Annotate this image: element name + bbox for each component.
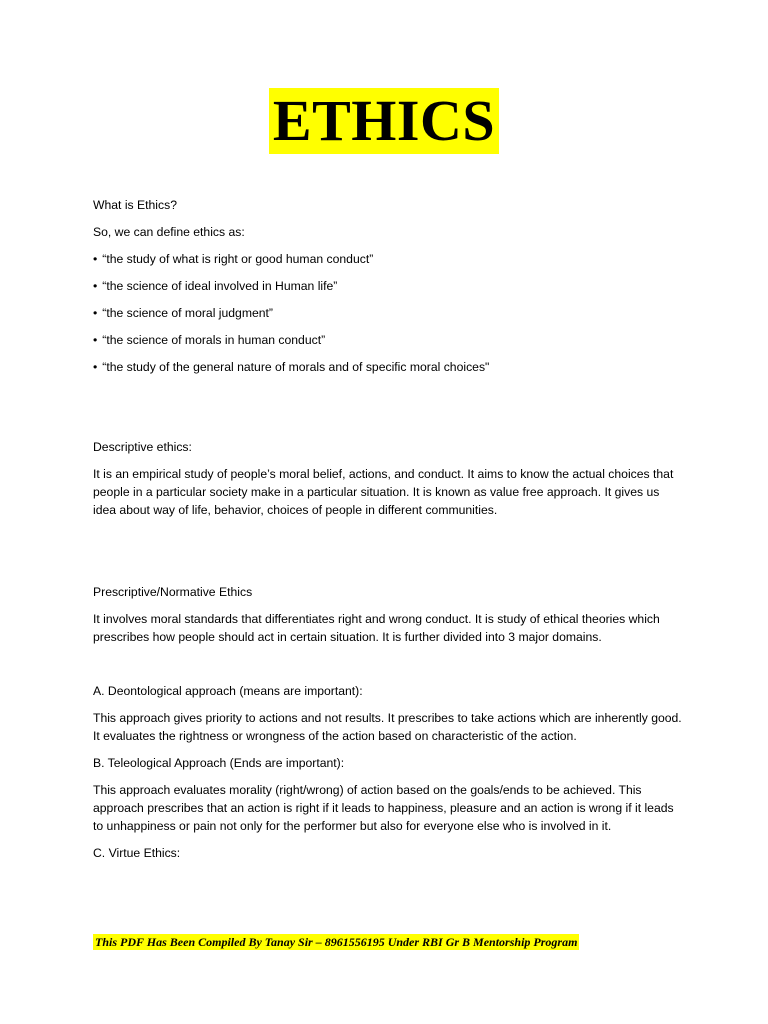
definition-bullet [93,304,683,322]
definition-bullet [93,277,683,295]
definition-bullet [93,358,683,376]
section-body-prescriptive: It involves moral standards that differentiates right and wrong conduct. It is study of ethical theories which prescribes how people should act in certain situation. It is further divided into 3 major domains. [93,612,660,644]
bullet-text: “the study of the general nature of morals and of specific moral choices" [102,360,490,374]
section-heading-virtue: C. Virtue Ethics: [93,846,181,860]
section-heading-what-is-ethics: What is Ethics? [93,198,177,212]
definition-lead: So, we can define ethics as: [93,225,245,239]
document-body [93,196,683,862]
section-heading-teleological: B. Teleological Approach (Ends are important): [93,756,345,770]
bullet-text: “the study of what is right or good human conduct” [102,252,374,266]
footer-credit: This PDF Has Been Compiled By Tanay Sir – 8961556195 Under RBI Gr B Mentorship Program [95,935,578,949]
definition-bullet [93,250,683,268]
section-body-teleological: This approach evaluates morality (right/wrong) of action based on the goals/ends to be achieved. This approach prescribes that an action is right if it leads to happiness, pleasure and an action is wrong if it leads to unhappiness or pain not only for the performer but also for everyone else who is involved in it. [93,783,674,833]
definition-bullet [93,331,683,349]
bullet-text: “the science of ideal involved in Human life” [102,279,338,293]
document-title: ETHICS [269,88,499,154]
section-heading-descriptive: Descriptive ethics: [93,440,192,454]
bullet-text: “the science of morals in human conduct” [102,333,326,347]
title-container [0,88,768,154]
section-heading-deontological: A. Deontological approach (means are important): [93,684,363,698]
section-heading-prescriptive: Prescriptive/Normative Ethics [93,585,253,599]
bullet-text: “the science of moral judgment” [102,306,273,320]
footer-container [93,933,579,951]
section-body-deontological: This approach gives priority to actions and not results. It prescribes to take actions which are inherently good. It evaluates the rightness or wrongness of the action based on characteristic of the action. [93,711,682,743]
section-body-descriptive: It is an empirical study of people’s moral belief, actions, and conduct. It aims to know the actual choices that people in a particular society make in a particular situation. It is known as value free approach. It gives us idea about way of life, behavior, choices of people in different communities. [93,467,674,517]
